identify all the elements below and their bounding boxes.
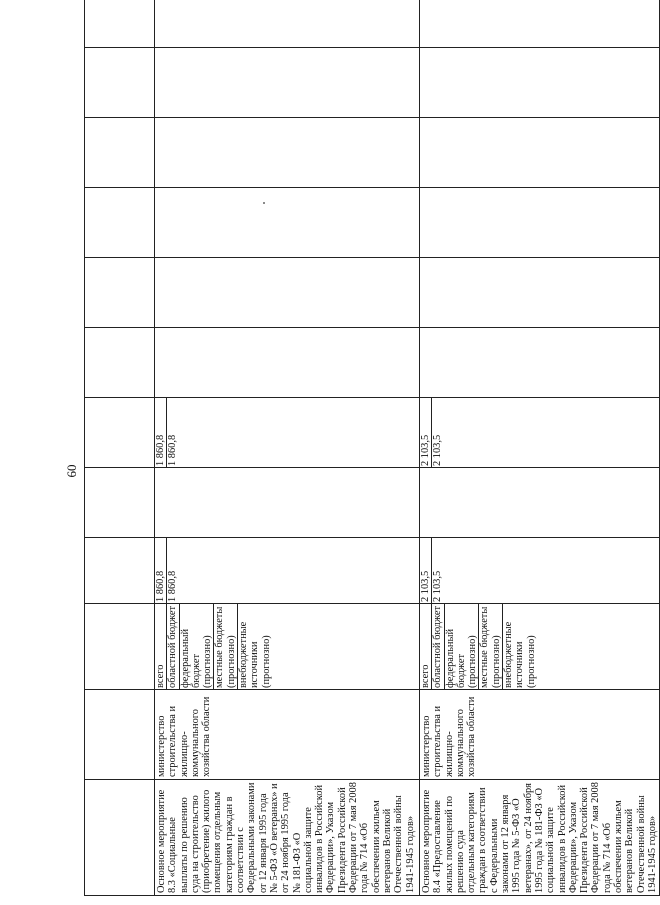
cell-empty — [155, 118, 420, 188]
value-cell: 1 860,8 — [167, 434, 179, 466]
cell-empty — [85, 780, 155, 896]
cell-empty — [420, 258, 660, 328]
measure-executor: министерство строительства и жилищно-коммунального хозяйства области — [155, 690, 420, 780]
table-row-measure-8-4 — [420, 0, 660, 896]
page-number: 60 — [64, 464, 79, 478]
cell-empty — [420, 468, 660, 538]
total-values — [155, 538, 420, 604]
source-label: внебюджетные источники (прогнозно) — [238, 621, 272, 688]
cell-empty — [85, 0, 155, 48]
cell-empty — [155, 468, 420, 538]
cell-empty — [85, 48, 155, 118]
source-label: областной бюджет — [432, 605, 444, 688]
cell-empty — [155, 0, 420, 48]
cell-empty — [85, 690, 155, 780]
cell-empty — [85, 604, 155, 690]
value-cell: 1 860,8 — [155, 398, 167, 467]
cell-empty — [155, 188, 420, 258]
measure-title: Основное мероприятие 8.4 «Предоставление жилых помещений по решению суда отдельным категориям граждан в соответствии с Федеральными законами от 12 января 1995 года № 5-ФЗ «О ветеранах», от 24 ноября 1995 года № 181-ФЗ «О социальной защите инвалидов в Российской Федерации», Указом Президента Российской Федерации от 7 мая 2008 года № 714 «Об обеспечении жильем ветеранов Великой Отечественной войны 1941-1945 годов» — [420, 780, 660, 896]
value-cell: 2 103,5 — [432, 570, 444, 602]
source-label: федеральный бюджет (прогнозно) — [445, 604, 480, 689]
cell-empty — [85, 398, 155, 468]
cell-empty — [420, 328, 660, 398]
funding-sources — [420, 604, 660, 690]
source-label: внебюджетные источники (прогнозно) — [503, 621, 537, 688]
cell-empty — [155, 48, 420, 118]
table-row-measure-8-3 — [155, 0, 420, 896]
source-label: местные бюджеты (прогнозно) — [479, 604, 503, 689]
cell-empty — [155, 328, 420, 398]
value-cell: 2 103,5 — [432, 434, 444, 466]
year-values — [155, 398, 420, 468]
cell-empty — [85, 538, 155, 604]
source-label: местные бюджеты (прогнозно) — [214, 604, 238, 689]
cell-empty — [420, 118, 660, 188]
source-label: всего — [155, 604, 167, 689]
table-row-continuation — [85, 0, 155, 896]
cell-empty — [420, 0, 660, 48]
budget-table — [84, 0, 660, 896]
cell-empty — [420, 48, 660, 118]
year-values — [420, 398, 660, 468]
cell-empty — [155, 258, 420, 328]
value-cell: 1 860,8 — [167, 570, 179, 602]
source-label: областной бюджет — [167, 605, 179, 688]
value-cell: 2 103,5 — [420, 538, 432, 603]
cell-empty — [85, 328, 155, 398]
funding-sources — [155, 604, 420, 690]
measure-title: Основное мероприятие 8.3 «Социальные выплаты по решению суда на строительство (приобретение) жилого помещения отдельным категориям граждан в соответствии с Федеральными законами от 12 января 1995 года № 5-ФЗ «О ветеранах» и от 24 ноября 1995 года № 181-ФЗ «О социальной защите инвалидов в Российской Федерации», Указом Президента Российской Федерации от 7 мая 2008 года № 714 «Об обеспечении жильем ветеранов Великой Отечественной войны 1941-1945 годов» — [155, 780, 420, 896]
cell-empty — [85, 188, 155, 258]
cell-empty — [85, 468, 155, 538]
cell-empty — [85, 118, 155, 188]
total-values — [420, 538, 660, 604]
source-label: всего — [420, 604, 432, 689]
rotated-table-wrapper — [84, 8, 658, 896]
source-label: федеральный бюджет (прогнозно) — [180, 604, 215, 689]
cell-empty — [420, 188, 660, 258]
cell-empty — [85, 258, 155, 328]
value-cell: 1 860,8 — [155, 538, 167, 603]
value-cell: 2 103,5 — [420, 398, 432, 467]
measure-executor: министерство строительства и жилищно-коммунального хозяйства области — [420, 690, 660, 780]
